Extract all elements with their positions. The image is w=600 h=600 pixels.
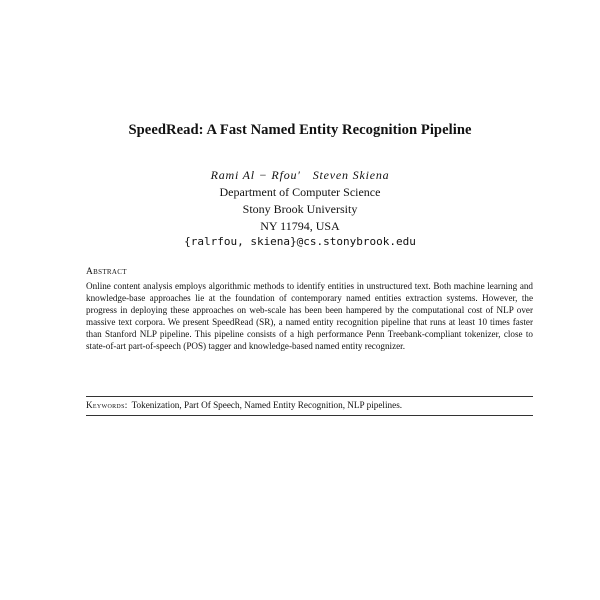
keywords-label: Keywords: bbox=[86, 400, 128, 410]
address: NY 11794, USA bbox=[260, 219, 340, 233]
keywords-text: Tokenization, Part Of Speech, Named Entity Recognition, NLP pipelines. bbox=[131, 400, 403, 410]
author-name: Rami Al − Rfou′ bbox=[210, 168, 301, 182]
author-name: Steven Skiena bbox=[312, 168, 390, 182]
author-list bbox=[0, 168, 600, 183]
paper-title: SpeedRead: A Fast Named Entity Recognition Pipeline bbox=[128, 122, 472, 138]
abstract-text: Online content analysis employs algorithmic methods to identify entities in unstructured text. Both machine learning and knowledge-base approaches lie at the foundation of contemporary named entities extraction systems. However, the progress in deploying these approaches on web-scale has been been hampered by the computational cost of NLP over massive text corpora. We present SpeedRead (SR), a named entity recognition pipeline that runs at least 10 times faster than Stanford NLP pipeline. This pipeline consists of a high performance Penn Treebank-compliant tokenizer, close to state-of-art part-of-speech (POS) tagger and knowledge-based named entity recognizer. bbox=[86, 281, 533, 352]
keywords-bottom-rule bbox=[86, 415, 533, 416]
abstract-heading: Abstract bbox=[86, 267, 127, 277]
keywords-line bbox=[86, 400, 533, 410]
university: Stony Brook University bbox=[242, 202, 358, 216]
author-email: {ralrfou, skiena}@cs.stonybrook.edu bbox=[184, 235, 416, 248]
keywords-top-rule bbox=[86, 396, 533, 397]
department: Department of Computer Science bbox=[219, 185, 381, 199]
